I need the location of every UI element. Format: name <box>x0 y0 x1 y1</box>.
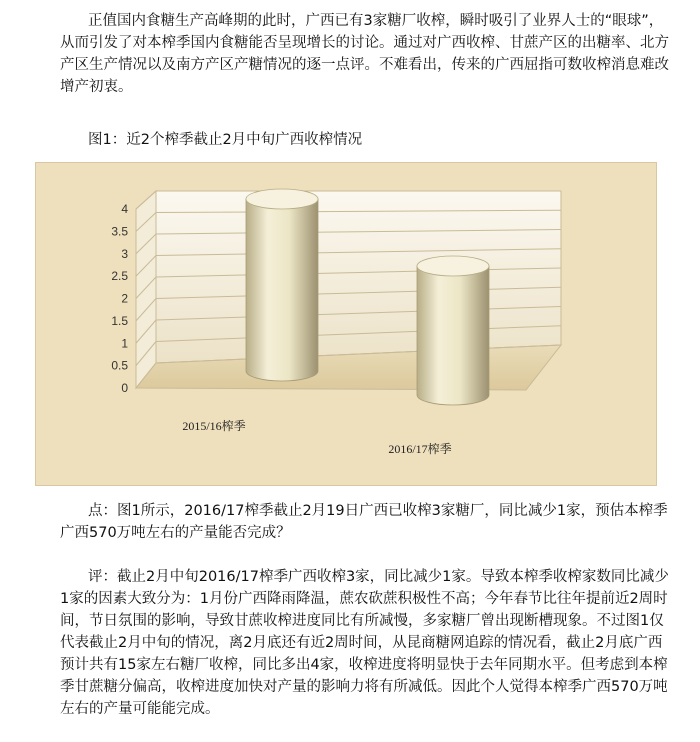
chart-bar-body <box>246 199 318 381</box>
chart-bar-body <box>417 266 489 405</box>
intro-paragraph: 正值国内食糖生产高峰期的此时，广西已有3家糖厂收榨，瞬时吸引了业界人士的“眼球”，从而引发了对本榨季国内食糖能否呈现增长的讨论。通过对广西收榨、甘蔗产区的出糖率、北方产区生产情况以及南方产区产糖情况的逐一点评。不难看出，传来的广西屈指可数收榨消息难改增产初衷。 <box>60 13 669 95</box>
chart-ytick-label: 1 <box>121 336 128 351</box>
chart-category-label: 2015/16榨季 <box>182 419 246 433</box>
chart-ytick-label: 3.5 <box>111 224 128 239</box>
chart-ytick-label: 0 <box>121 381 128 395</box>
chart-bar <box>417 256 489 405</box>
figure-caption: 图1：近2个榨季截止2月中旬广西收榨情况 <box>88 132 363 148</box>
chart-back-wall <box>156 191 561 363</box>
point-paragraph: 点：图1所示，2016/17榨季截止2月19日广西已收榨3家糖厂，同比减少1家，预估本榨季广西570万吨左右的产量能否完成？ <box>60 503 668 541</box>
chart-bar-top <box>417 256 489 276</box>
chart-bar <box>246 189 318 381</box>
chart-side-wall <box>136 191 156 388</box>
chart-ytick-label: 3 <box>121 246 128 261</box>
chart-ytick-label: 1.5 <box>111 313 128 328</box>
chart-category-label: 2016/17榨季 <box>388 442 452 456</box>
chart-ytick-label: 2.5 <box>111 269 128 284</box>
chart <box>35 162 657 486</box>
chart-bar-top <box>246 189 318 209</box>
chart-svg <box>36 163 656 485</box>
comment-paragraph: 评：截止2月中旬2016/17榨季广西收榨3家，同比减少1家。导致本榨季收榨家数同比减少1家的因素大致分为：1月份广西降雨降温，蔗农砍蔗积极性不高；今年春节比往年提前近2周时间，节日氛围的影响，导致甘蔗收榨进度同比有所减慢，多家糖厂曾出现断槽现象。不过图1仅代表截止2月中旬的情况，离2月底还有近2周时间，从昆商糖网追踪的情况看，截止2月底广西预计共有15家左右糖厂收榨，同比多出4家，收榨进度将明显快于去年同期水平。但考虑到本榨季甘蔗糖分偏高，收榨进度加快对产量的影响力将有所减低。因此个人觉得本榨季广西570万吨左右的产量可能能完成。 <box>60 569 669 717</box>
chart-ytick-label: 4 <box>121 202 128 216</box>
chart-ytick-label: 2 <box>121 291 128 306</box>
chart-ytick-label: 0.5 <box>111 358 128 373</box>
